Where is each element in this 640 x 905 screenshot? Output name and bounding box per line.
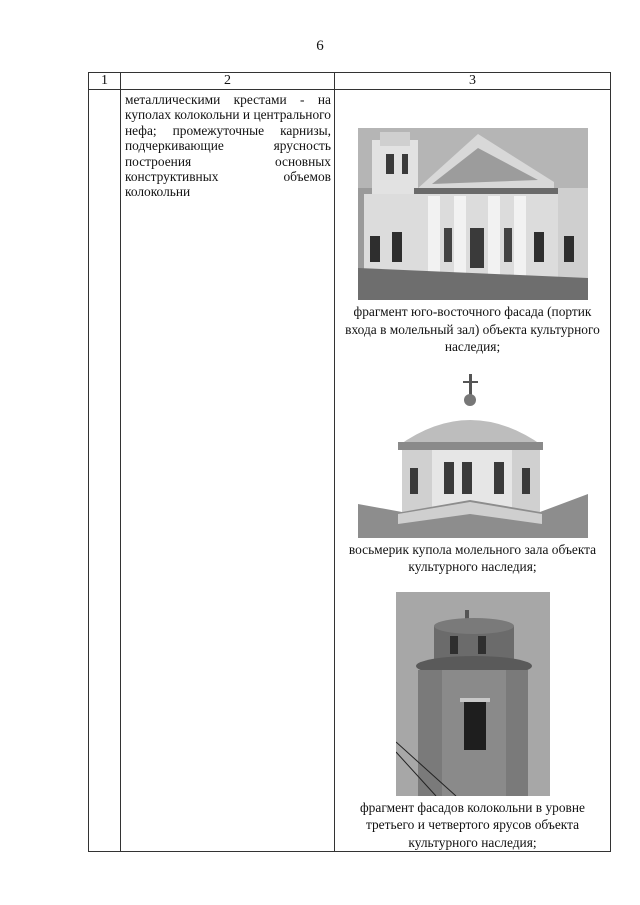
table-row (89, 90, 611, 852)
figure-2 (335, 374, 610, 576)
figure-3-caption: фрагмент фасадов колокольни в уровне третьего и четвертого ярусов объекта культурного наследия; (360, 799, 585, 850)
figure-2-caption: восьмерик купола молельного зала объекта культурного наследия; (348, 541, 597, 574)
column-header-1: 1 (89, 73, 121, 90)
column-header-3: 3 (335, 73, 611, 90)
figure-1-caption: фрагмент юго-восточного фасада (портик входа в молельный зал) объекта культурного наследия; (345, 304, 600, 354)
bell-tower-photo (396, 592, 550, 796)
church-portico-photo (358, 128, 588, 300)
figure-1 (335, 128, 610, 356)
dome-octagon-photo (358, 374, 588, 538)
column-header-2: 2 (121, 73, 335, 90)
page-number: 6 (316, 38, 324, 54)
row-number-cell (89, 90, 121, 852)
description-cell: металлическими крестами - на куполах колокольни и центрального нефа; промежуточные карнизы, подчеркивающие ярусность построения основных конструктивных объемов колокольни (121, 90, 335, 852)
images-cell (335, 90, 611, 852)
document-table (88, 72, 611, 852)
figure-3 (335, 592, 610, 852)
table-header-row (89, 73, 611, 90)
